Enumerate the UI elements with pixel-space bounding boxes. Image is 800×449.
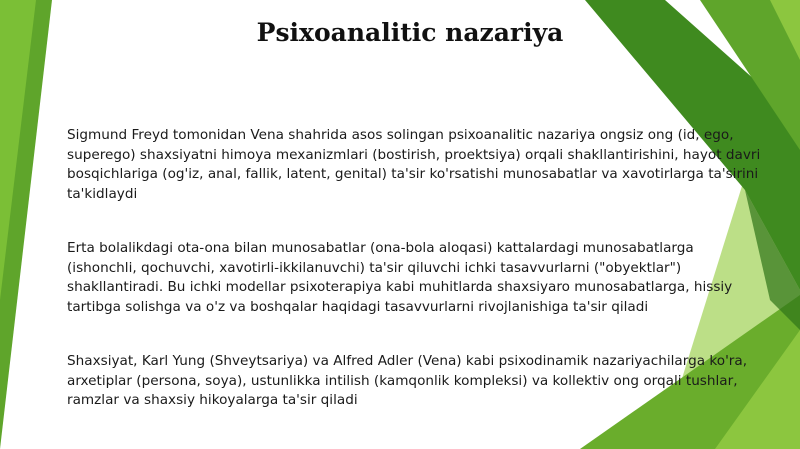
paragraph-freud: Sigmund Freyd tomonidan Vena shahrida asos solingan psixoanalitic nazariya ongsiz ong (id, ego, superego) shaxsiyatni himoya mexanizmlari (bostirish, proektsiya) orqali shakllantirishini, hayot davri bosqichlariga (og'iz, anal, fallik, latent, genital) ta'sir ko'rsatishi munosabatlar va xavotirlarga ta'sirini ta'kidlaydi (67, 127, 761, 202)
slide-title: Psixoanalitic nazariya (256, 18, 564, 47)
slide-body (67, 126, 762, 446)
paragraph-jung-adler: Shaxsiyat, Karl Yung (Shveytsariya) va Alfred Adler (Vena) kabi psixodinamik nazariyachilarga ko'ra, arxetiplar (persona, soya), ustunlikka intilish (kamqonlik kompleksi) va kollektiv ong orqali tushlar, ramzlar va shaxsiy hikoyalarga ta'sir qiladi (67, 353, 748, 408)
paragraph-early-childhood: Erta bolalikdagi ota-ona bilan munosabatlar (ona-bola aloqasi) kattalardagi munosabatlarga (ishonchli, qochuvchi, xavotirli-ikkilanuvchi) ta'sir qiluvchi ichki tasavvurlarni ("obyektlar") shakllantiradi. Bu ichki modellar psixoterapiya kabi muhitlarda shaxsiyaro munosabatlarga, hissiy tartibga solishga va o'z va boshqalar haqidagi tasavvurlarni rivojlanishiga ta'sir qiladi (67, 240, 733, 315)
